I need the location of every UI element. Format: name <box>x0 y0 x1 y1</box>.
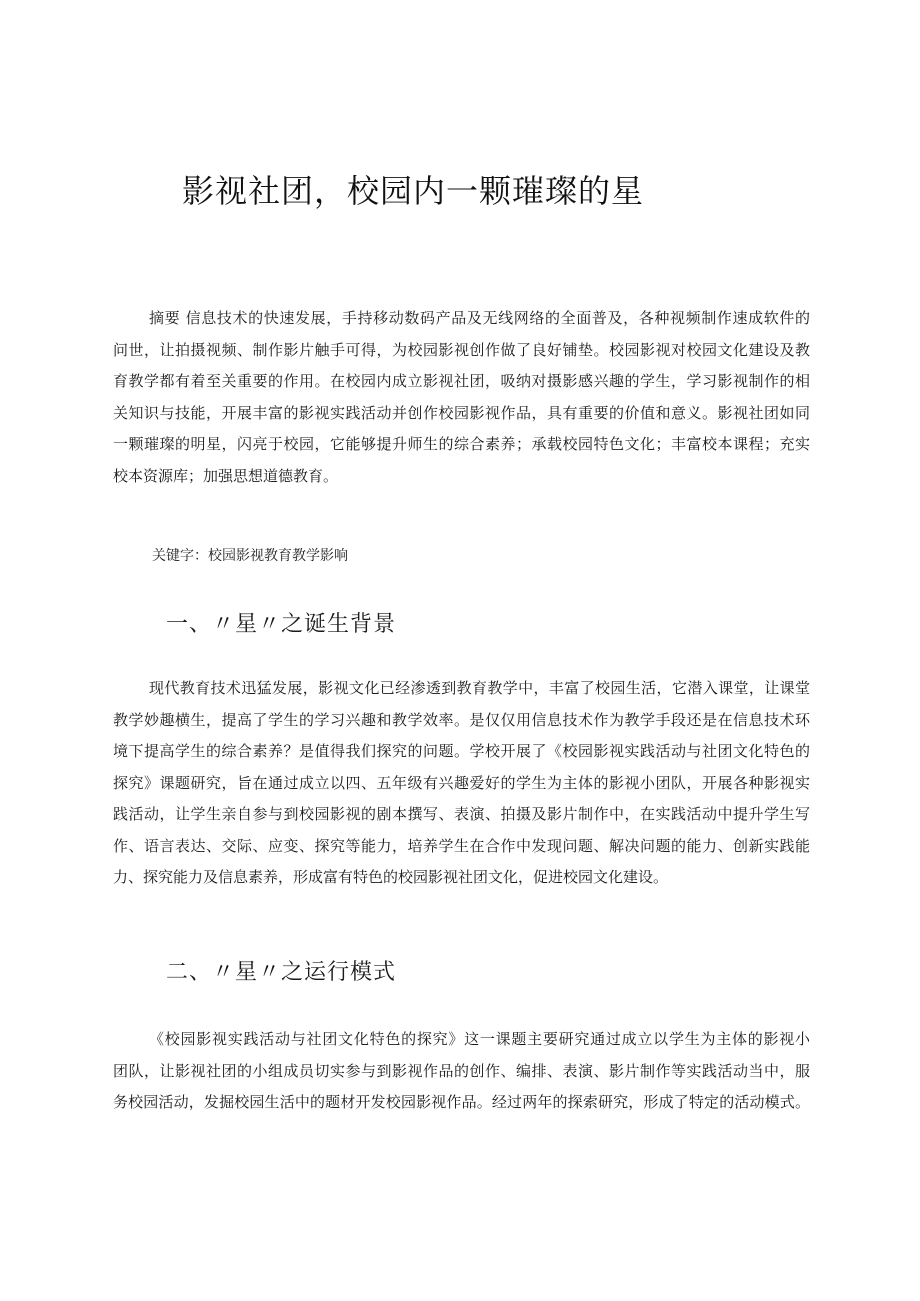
paragraph-line: 力、探究能力及信息素养，形成富有特色的校园影视社团文化，促进校园文化建设。 <box>113 868 669 886</box>
document-title: 影视社团，校园内一颗璀璨的星 <box>182 172 645 210</box>
paragraph-line: 务校园活动，发掘校园生活中的题材开发校园影视作品。经过两年的探索研究，形成了特定的活动模式。 <box>113 1093 810 1111</box>
paragraph-line: 团队，让影视社团的小组成员切实参与到影视作品的创作、编排、表演、影片制作等实践活动当中，服 <box>113 1061 810 1080</box>
paragraph-line: 作、语言表达、交际、应变、探究等能力，培养学生在合作中发现问题、解决问题的能力、创新实践能 <box>113 836 810 855</box>
abstract-line: 问世，让拍摄视频、制作影片触手可得，为校园影视创作做了良好铺垫。校园影视对校园文化建设及教 <box>113 340 810 359</box>
abstract-line: 育教学都有着至关重要的作用。在校园内成立影视社团，吸纳对摄影感兴趣的学生，学习影视制作的相 <box>113 372 810 390</box>
paragraph-line: 探究》课题研究，旨在通过成立以四、五年级有兴趣爱好的学生为主体的影视小团队，开展各种影视实 <box>113 773 810 792</box>
section1-paragraph <box>113 673 810 894</box>
paragraph-line: 《校园影视实践活动与社团文化特色的探究》这一课题主要研究通过成立以学生为主体的影视小 <box>149 1030 810 1048</box>
abstract-paragraph <box>113 303 810 492</box>
keywords-line: 关键字：校园影视教育教学影响 <box>152 548 348 564</box>
abstract-line: 一颗璀璨的明星，闪亮于校园，它能够提升师生的综合素养；承载校园特色文化；丰富校本课程；充实 <box>113 435 810 453</box>
abstract-line: 校本资源库；加强思想道德教育。 <box>113 466 339 485</box>
paragraph-line: 现代教育技术迅猛发展，影视文化已经渗透到教育教学中，丰富了校园生活，它潜入课堂，让课堂 <box>149 679 810 697</box>
section-heading: 二、〃星〃之运行模式 <box>166 960 397 985</box>
paragraph-line: 境下提高学生的综合素养？是值得我们探究的问题。学校开展了《校园影视实践活动与社团文化特色的 <box>113 742 810 760</box>
section2-paragraph <box>113 1024 810 1119</box>
abstract-line: 摘要 信息技术的快速发展，手持移动数码产品及无线网络的全面普及，各种视频制作速成软件的 <box>149 309 810 327</box>
paragraph-line: 教学妙趣横生，提高了学生的学习兴趣和教学效率。是仅仅用信息技术作为教学手段还是在信息技术环 <box>113 710 810 729</box>
abstract-line: 关知识与技能，开展丰富的影视实践活动并创作校园影视作品，具有重要的价值和意义。影视社团如同 <box>113 403 810 422</box>
section-heading: 一、〃星〃之诞生背景 <box>166 612 397 637</box>
paragraph-line: 践活动，让学生亲自参与到校园影视的剧本撰写、表演、拍摄及影片制作中，在实践活动中提升学生写 <box>113 805 810 823</box>
